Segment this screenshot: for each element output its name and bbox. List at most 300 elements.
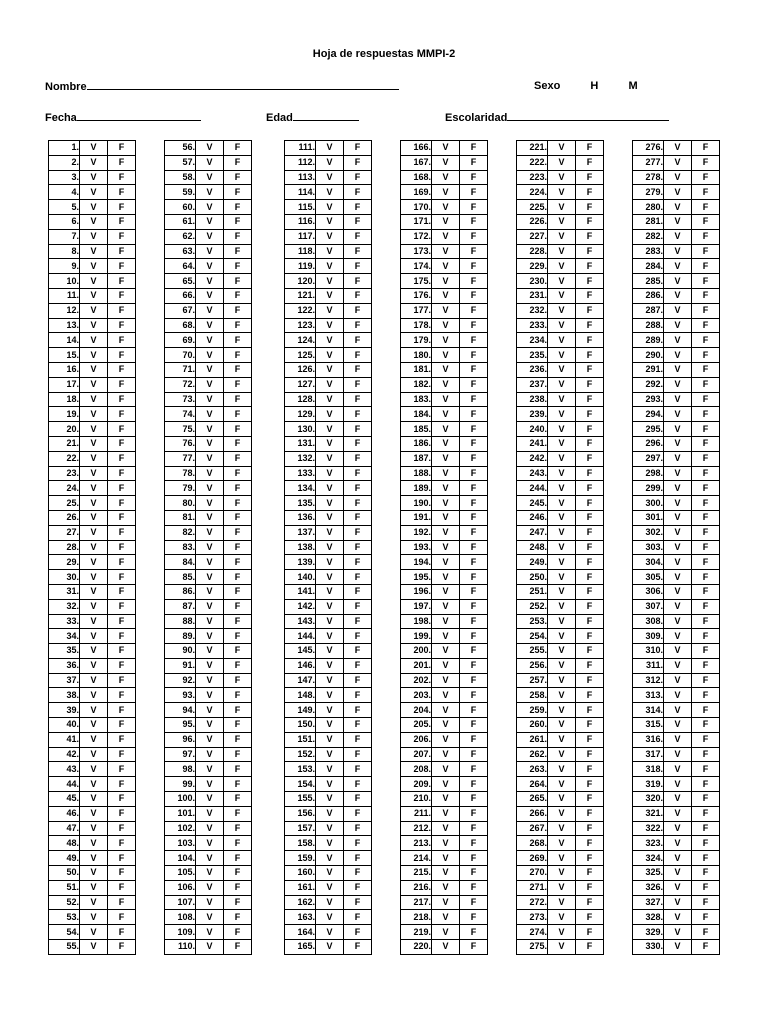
answer-false-option[interactable]: F (344, 718, 372, 733)
answer-true-option[interactable]: V (432, 895, 460, 910)
answer-false-option[interactable]: F (108, 910, 136, 925)
answer-true-option[interactable]: V (664, 658, 692, 673)
answer-true-option[interactable]: V (316, 185, 344, 200)
answer-false-option[interactable]: F (576, 614, 604, 629)
answer-false-option[interactable]: F (576, 570, 604, 585)
answer-true-option[interactable]: V (196, 333, 224, 348)
answer-false-option[interactable]: F (692, 200, 720, 215)
answer-false-option[interactable]: F (344, 422, 372, 437)
answer-true-option[interactable]: V (80, 229, 108, 244)
answer-true-option[interactable]: V (548, 644, 576, 659)
answer-false-option[interactable]: F (108, 866, 136, 881)
answer-true-option[interactable]: V (432, 570, 460, 585)
answer-true-option[interactable]: V (548, 673, 576, 688)
answer-true-option[interactable]: V (316, 747, 344, 762)
answer-false-option[interactable]: F (576, 348, 604, 363)
answer-true-option[interactable]: V (80, 540, 108, 555)
answer-true-option[interactable]: V (316, 614, 344, 629)
answer-false-option[interactable]: F (576, 496, 604, 511)
answer-false-option[interactable]: F (344, 851, 372, 866)
answer-false-option[interactable]: F (460, 673, 488, 688)
answer-true-option[interactable]: V (316, 362, 344, 377)
answer-false-option[interactable]: F (692, 274, 720, 289)
answer-true-option[interactable]: V (548, 422, 576, 437)
answer-false-option[interactable]: F (108, 214, 136, 229)
answer-false-option[interactable]: F (344, 866, 372, 881)
answer-true-option[interactable]: V (432, 170, 460, 185)
answer-true-option[interactable]: V (316, 718, 344, 733)
answer-true-option[interactable]: V (664, 259, 692, 274)
answer-true-option[interactable]: V (196, 436, 224, 451)
answer-true-option[interactable]: V (316, 170, 344, 185)
answer-false-option[interactable]: F (460, 732, 488, 747)
answer-false-option[interactable]: F (576, 362, 604, 377)
answer-true-option[interactable]: V (80, 407, 108, 422)
answer-true-option[interactable]: V (548, 274, 576, 289)
answer-false-option[interactable]: F (224, 451, 252, 466)
answer-false-option[interactable]: F (692, 880, 720, 895)
answer-true-option[interactable]: V (316, 880, 344, 895)
answer-true-option[interactable]: V (316, 496, 344, 511)
answer-true-option[interactable]: V (664, 392, 692, 407)
answer-true-option[interactable]: V (80, 555, 108, 570)
answer-false-option[interactable]: F (460, 259, 488, 274)
answer-false-option[interactable]: F (224, 229, 252, 244)
answer-false-option[interactable]: F (108, 925, 136, 940)
answer-false-option[interactable]: F (460, 496, 488, 511)
answer-true-option[interactable]: V (196, 629, 224, 644)
edad-line[interactable] (293, 111, 359, 121)
answer-true-option[interactable]: V (548, 570, 576, 585)
answer-true-option[interactable]: V (80, 851, 108, 866)
answer-false-option[interactable]: F (576, 851, 604, 866)
answer-true-option[interactable]: V (548, 688, 576, 703)
answer-false-option[interactable]: F (224, 392, 252, 407)
answer-false-option[interactable]: F (692, 584, 720, 599)
answer-true-option[interactable]: V (664, 629, 692, 644)
answer-false-option[interactable]: F (108, 377, 136, 392)
answer-false-option[interactable]: F (576, 584, 604, 599)
answer-true-option[interactable]: V (316, 792, 344, 807)
answer-false-option[interactable]: F (460, 540, 488, 555)
answer-true-option[interactable]: V (432, 821, 460, 836)
answer-true-option[interactable]: V (196, 614, 224, 629)
answer-true-option[interactable]: V (664, 244, 692, 259)
answer-true-option[interactable]: V (316, 200, 344, 215)
answer-true-option[interactable]: V (432, 259, 460, 274)
answer-true-option[interactable]: V (316, 688, 344, 703)
answer-false-option[interactable]: F (224, 777, 252, 792)
answer-false-option[interactable]: F (108, 303, 136, 318)
answer-true-option[interactable]: V (548, 348, 576, 363)
answer-true-option[interactable]: V (548, 288, 576, 303)
answer-false-option[interactable]: F (344, 584, 372, 599)
answer-true-option[interactable]: V (548, 170, 576, 185)
answer-true-option[interactable]: V (432, 392, 460, 407)
answer-false-option[interactable]: F (460, 806, 488, 821)
answer-true-option[interactable]: V (316, 436, 344, 451)
answer-false-option[interactable]: F (576, 629, 604, 644)
answer-false-option[interactable]: F (224, 510, 252, 525)
answer-false-option[interactable]: F (576, 407, 604, 422)
answer-true-option[interactable]: V (316, 644, 344, 659)
answer-false-option[interactable]: F (344, 570, 372, 585)
answer-true-option[interactable]: V (548, 155, 576, 170)
answer-true-option[interactable]: V (664, 274, 692, 289)
answer-true-option[interactable]: V (664, 200, 692, 215)
answer-true-option[interactable]: V (316, 392, 344, 407)
answer-false-option[interactable]: F (224, 318, 252, 333)
answer-false-option[interactable]: F (224, 673, 252, 688)
answer-false-option[interactable]: F (108, 614, 136, 629)
answer-true-option[interactable]: V (664, 525, 692, 540)
answer-false-option[interactable]: F (224, 348, 252, 363)
answer-true-option[interactable]: V (432, 940, 460, 955)
answer-false-option[interactable]: F (344, 436, 372, 451)
answer-false-option[interactable]: F (108, 895, 136, 910)
answer-true-option[interactable]: V (548, 747, 576, 762)
answer-true-option[interactable]: V (432, 658, 460, 673)
answer-true-option[interactable]: V (664, 510, 692, 525)
answer-true-option[interactable]: V (548, 141, 576, 156)
fecha-line[interactable] (77, 111, 201, 121)
answer-false-option[interactable]: F (692, 436, 720, 451)
answer-false-option[interactable]: F (460, 436, 488, 451)
answer-false-option[interactable]: F (344, 214, 372, 229)
answer-true-option[interactable]: V (432, 555, 460, 570)
answer-false-option[interactable]: F (224, 703, 252, 718)
answer-false-option[interactable]: F (344, 540, 372, 555)
answer-false-option[interactable]: F (224, 185, 252, 200)
answer-false-option[interactable]: F (108, 777, 136, 792)
answer-false-option[interactable]: F (576, 466, 604, 481)
answer-false-option[interactable]: F (224, 851, 252, 866)
answer-true-option[interactable]: V (316, 866, 344, 881)
answer-true-option[interactable]: V (548, 407, 576, 422)
answer-true-option[interactable]: V (664, 821, 692, 836)
answer-false-option[interactable]: F (460, 155, 488, 170)
answer-false-option[interactable]: F (576, 436, 604, 451)
answer-false-option[interactable]: F (108, 481, 136, 496)
answer-false-option[interactable]: F (108, 792, 136, 807)
answer-false-option[interactable]: F (692, 688, 720, 703)
answer-false-option[interactable]: F (224, 407, 252, 422)
answer-true-option[interactable]: V (432, 525, 460, 540)
answer-true-option[interactable]: V (664, 895, 692, 910)
answer-false-option[interactable]: F (460, 214, 488, 229)
answer-false-option[interactable]: F (108, 466, 136, 481)
answer-true-option[interactable]: V (548, 806, 576, 821)
answer-true-option[interactable]: V (80, 703, 108, 718)
answer-true-option[interactable]: V (196, 644, 224, 659)
answer-true-option[interactable]: V (548, 259, 576, 274)
answer-false-option[interactable]: F (576, 377, 604, 392)
answer-false-option[interactable]: F (692, 510, 720, 525)
fecha-field[interactable] (45, 111, 201, 124)
answer-true-option[interactable]: V (316, 570, 344, 585)
answer-false-option[interactable]: F (344, 792, 372, 807)
answer-true-option[interactable]: V (80, 303, 108, 318)
answer-true-option[interactable]: V (432, 792, 460, 807)
nombre-line[interactable] (87, 80, 399, 90)
answer-false-option[interactable]: F (108, 407, 136, 422)
answer-true-option[interactable]: V (316, 525, 344, 540)
answer-true-option[interactable]: V (80, 836, 108, 851)
answer-false-option[interactable]: F (460, 821, 488, 836)
answer-true-option[interactable]: V (196, 540, 224, 555)
answer-true-option[interactable]: V (196, 718, 224, 733)
answer-false-option[interactable]: F (576, 866, 604, 881)
answer-true-option[interactable]: V (432, 200, 460, 215)
answer-false-option[interactable]: F (576, 718, 604, 733)
answer-false-option[interactable]: F (692, 318, 720, 333)
answer-false-option[interactable]: F (692, 866, 720, 881)
answer-false-option[interactable]: F (224, 866, 252, 881)
answer-true-option[interactable]: V (548, 214, 576, 229)
answer-true-option[interactable]: V (548, 392, 576, 407)
answer-true-option[interactable]: V (316, 481, 344, 496)
answer-false-option[interactable]: F (224, 200, 252, 215)
answer-true-option[interactable]: V (548, 762, 576, 777)
answer-false-option[interactable]: F (576, 333, 604, 348)
answer-false-option[interactable]: F (344, 688, 372, 703)
answer-true-option[interactable]: V (316, 141, 344, 156)
answer-false-option[interactable]: F (108, 259, 136, 274)
answer-false-option[interactable]: F (460, 747, 488, 762)
answer-true-option[interactable]: V (432, 806, 460, 821)
answer-false-option[interactable]: F (576, 732, 604, 747)
answer-true-option[interactable]: V (80, 348, 108, 363)
answer-true-option[interactable]: V (80, 244, 108, 259)
answer-false-option[interactable]: F (224, 540, 252, 555)
answer-true-option[interactable]: V (432, 451, 460, 466)
answer-true-option[interactable]: V (664, 762, 692, 777)
answer-false-option[interactable]: F (344, 274, 372, 289)
answer-true-option[interactable]: V (432, 466, 460, 481)
answer-false-option[interactable]: F (576, 910, 604, 925)
answer-true-option[interactable]: V (80, 318, 108, 333)
answer-true-option[interactable]: V (196, 451, 224, 466)
answer-true-option[interactable]: V (548, 718, 576, 733)
answer-true-option[interactable]: V (548, 851, 576, 866)
answer-false-option[interactable]: F (692, 451, 720, 466)
answer-false-option[interactable]: F (692, 392, 720, 407)
answer-true-option[interactable]: V (664, 451, 692, 466)
answer-false-option[interactable]: F (108, 155, 136, 170)
answer-false-option[interactable]: F (108, 644, 136, 659)
answer-true-option[interactable]: V (548, 200, 576, 215)
answer-false-option[interactable]: F (460, 570, 488, 585)
answer-false-option[interactable]: F (692, 155, 720, 170)
answer-false-option[interactable]: F (460, 940, 488, 955)
answer-false-option[interactable]: F (108, 318, 136, 333)
answer-false-option[interactable]: F (224, 555, 252, 570)
answer-true-option[interactable]: V (196, 466, 224, 481)
answer-false-option[interactable]: F (108, 718, 136, 733)
answer-false-option[interactable]: F (224, 466, 252, 481)
answer-true-option[interactable]: V (548, 451, 576, 466)
answer-true-option[interactable]: V (80, 925, 108, 940)
answer-false-option[interactable]: F (460, 880, 488, 895)
answer-true-option[interactable]: V (548, 436, 576, 451)
answer-false-option[interactable]: F (344, 806, 372, 821)
answer-false-option[interactable]: F (108, 185, 136, 200)
answer-true-option[interactable]: V (80, 614, 108, 629)
answer-true-option[interactable]: V (548, 658, 576, 673)
answer-true-option[interactable]: V (80, 436, 108, 451)
answer-false-option[interactable]: F (460, 895, 488, 910)
answer-true-option[interactable]: V (80, 392, 108, 407)
answer-false-option[interactable]: F (692, 288, 720, 303)
answer-true-option[interactable]: V (316, 348, 344, 363)
answer-false-option[interactable]: F (344, 392, 372, 407)
answer-true-option[interactable]: V (548, 481, 576, 496)
answer-false-option[interactable]: F (692, 703, 720, 718)
answer-false-option[interactable]: F (576, 703, 604, 718)
answer-false-option[interactable]: F (344, 940, 372, 955)
answer-false-option[interactable]: F (692, 925, 720, 940)
answer-true-option[interactable]: V (548, 362, 576, 377)
answer-false-option[interactable]: F (576, 229, 604, 244)
answer-false-option[interactable]: F (460, 185, 488, 200)
answer-false-option[interactable]: F (576, 481, 604, 496)
answer-true-option[interactable]: V (196, 525, 224, 540)
answer-true-option[interactable]: V (316, 777, 344, 792)
answer-false-option[interactable]: F (224, 170, 252, 185)
answer-true-option[interactable]: V (432, 422, 460, 437)
answer-false-option[interactable]: F (692, 407, 720, 422)
answer-false-option[interactable]: F (460, 141, 488, 156)
answer-false-option[interactable]: F (460, 777, 488, 792)
answer-false-option[interactable]: F (344, 141, 372, 156)
answer-false-option[interactable]: F (460, 629, 488, 644)
answer-false-option[interactable]: F (344, 629, 372, 644)
answer-false-option[interactable]: F (576, 200, 604, 215)
answer-true-option[interactable]: V (664, 141, 692, 156)
answer-true-option[interactable]: V (196, 288, 224, 303)
answer-false-option[interactable]: F (344, 288, 372, 303)
answer-false-option[interactable]: F (344, 318, 372, 333)
answer-true-option[interactable]: V (548, 377, 576, 392)
answer-false-option[interactable]: F (460, 510, 488, 525)
answer-true-option[interactable]: V (432, 333, 460, 348)
answer-true-option[interactable]: V (316, 806, 344, 821)
answer-true-option[interactable]: V (196, 200, 224, 215)
answer-true-option[interactable]: V (196, 170, 224, 185)
answer-false-option[interactable]: F (224, 274, 252, 289)
answer-false-option[interactable]: F (344, 481, 372, 496)
answer-true-option[interactable]: V (664, 732, 692, 747)
answer-false-option[interactable]: F (224, 925, 252, 940)
answer-false-option[interactable]: F (692, 747, 720, 762)
answer-false-option[interactable]: F (108, 584, 136, 599)
answer-true-option[interactable]: V (80, 141, 108, 156)
answer-true-option[interactable]: V (548, 614, 576, 629)
answer-true-option[interactable]: V (316, 732, 344, 747)
answer-true-option[interactable]: V (432, 925, 460, 940)
answer-true-option[interactable]: V (548, 792, 576, 807)
answer-false-option[interactable]: F (344, 644, 372, 659)
answer-true-option[interactable]: V (432, 362, 460, 377)
answer-false-option[interactable]: F (692, 910, 720, 925)
answer-false-option[interactable]: F (460, 703, 488, 718)
answer-false-option[interactable]: F (108, 229, 136, 244)
answer-false-option[interactable]: F (576, 747, 604, 762)
answer-true-option[interactable]: V (664, 362, 692, 377)
answer-true-option[interactable]: V (196, 229, 224, 244)
answer-false-option[interactable]: F (224, 155, 252, 170)
answer-true-option[interactable]: V (196, 274, 224, 289)
answer-true-option[interactable]: V (196, 584, 224, 599)
answer-false-option[interactable]: F (576, 303, 604, 318)
answer-true-option[interactable]: V (432, 510, 460, 525)
answer-true-option[interactable]: V (432, 229, 460, 244)
answer-true-option[interactable]: V (664, 880, 692, 895)
answer-true-option[interactable]: V (80, 821, 108, 836)
answer-false-option[interactable]: F (692, 821, 720, 836)
answer-true-option[interactable]: V (196, 244, 224, 259)
answer-false-option[interactable]: F (108, 141, 136, 156)
answer-true-option[interactable]: V (316, 407, 344, 422)
answer-true-option[interactable]: V (196, 348, 224, 363)
answer-false-option[interactable]: F (344, 599, 372, 614)
answer-false-option[interactable]: F (344, 229, 372, 244)
answer-true-option[interactable]: V (80, 377, 108, 392)
answer-false-option[interactable]: F (344, 910, 372, 925)
answer-true-option[interactable]: V (432, 141, 460, 156)
answer-false-option[interactable]: F (108, 244, 136, 259)
answer-true-option[interactable]: V (432, 732, 460, 747)
answer-false-option[interactable]: F (344, 407, 372, 422)
answer-false-option[interactable]: F (224, 422, 252, 437)
edad-field[interactable] (266, 111, 359, 124)
answer-true-option[interactable]: V (80, 525, 108, 540)
answer-false-option[interactable]: F (344, 555, 372, 570)
answer-true-option[interactable]: V (664, 584, 692, 599)
answer-true-option[interactable]: V (664, 318, 692, 333)
answer-false-option[interactable]: F (460, 584, 488, 599)
answer-true-option[interactable]: V (80, 732, 108, 747)
answer-true-option[interactable]: V (316, 303, 344, 318)
answer-true-option[interactable]: V (664, 644, 692, 659)
answer-true-option[interactable]: V (664, 836, 692, 851)
answer-false-option[interactable]: F (576, 274, 604, 289)
escolaridad-line[interactable] (507, 111, 669, 121)
answer-true-option[interactable]: V (664, 599, 692, 614)
answer-true-option[interactable]: V (196, 792, 224, 807)
answer-false-option[interactable]: F (576, 451, 604, 466)
answer-false-option[interactable]: F (344, 377, 372, 392)
answer-false-option[interactable]: F (224, 629, 252, 644)
answer-true-option[interactable]: V (664, 570, 692, 585)
answer-true-option[interactable]: V (196, 259, 224, 274)
answer-false-option[interactable]: F (460, 910, 488, 925)
answer-true-option[interactable]: V (196, 732, 224, 747)
answer-true-option[interactable]: V (80, 688, 108, 703)
answer-false-option[interactable]: F (224, 644, 252, 659)
answer-false-option[interactable]: F (576, 925, 604, 940)
answer-false-option[interactable]: F (576, 392, 604, 407)
answer-true-option[interactable]: V (316, 821, 344, 836)
answer-false-option[interactable]: F (224, 303, 252, 318)
answer-false-option[interactable]: F (692, 229, 720, 244)
answer-true-option[interactable]: V (316, 910, 344, 925)
answer-false-option[interactable]: F (460, 333, 488, 348)
answer-true-option[interactable]: V (196, 925, 224, 940)
answer-true-option[interactable]: V (664, 792, 692, 807)
answer-true-option[interactable]: V (196, 910, 224, 925)
answer-true-option[interactable]: V (196, 377, 224, 392)
